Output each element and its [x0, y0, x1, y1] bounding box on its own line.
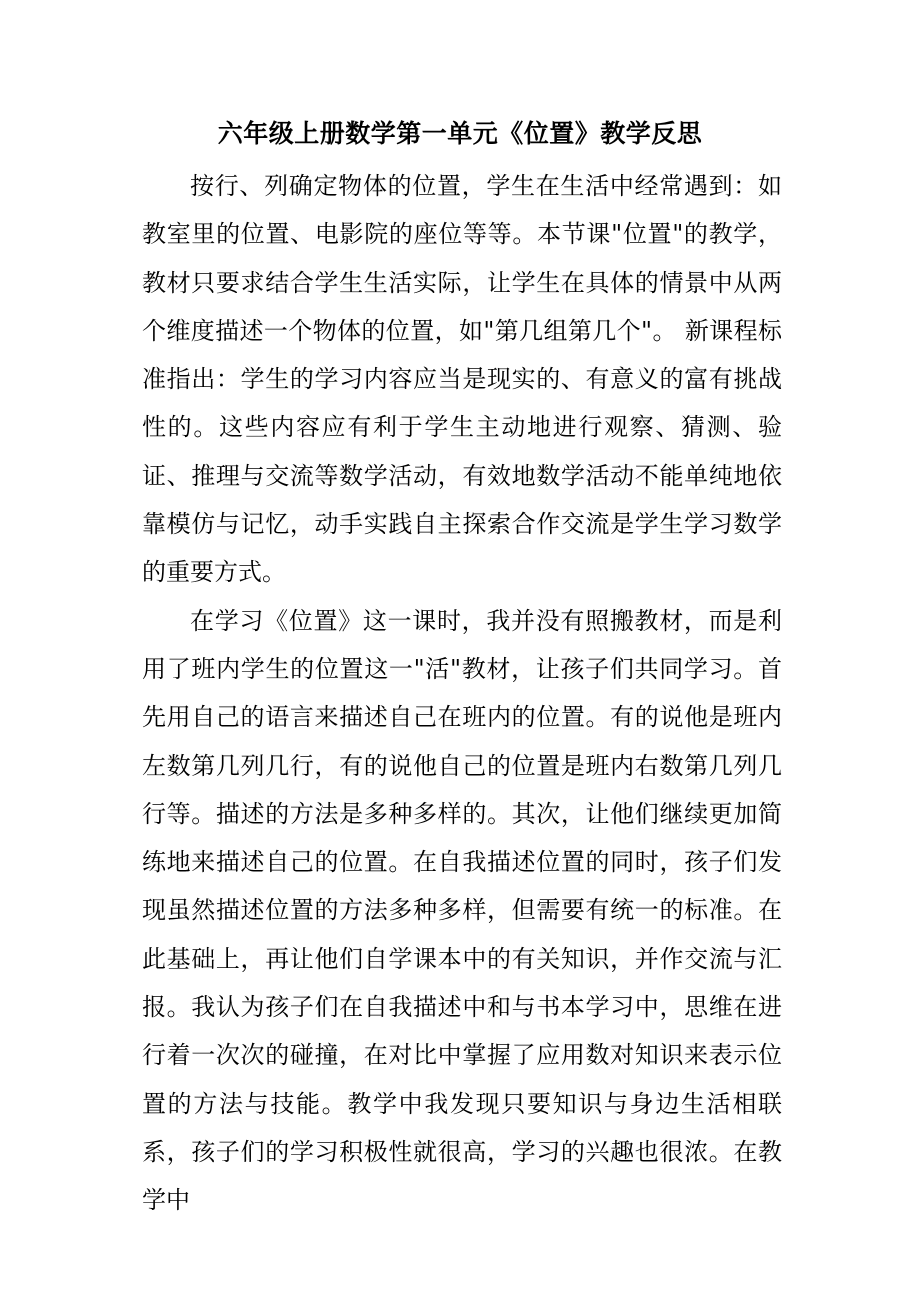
paragraph-1: 按行、列确定物体的位置，学生在生活中经常遇到：如教室里的位置、电影院的座位等等。本节课"位置"的教学，教材只要求结合学生生活实际，让学生在具体的情景中从两个维度描述一个物体的位置，如"第几组第几个"。 新课程标准指出：学生的学习内容应当是现实的、有意义的富有挑战性的。这些内容应有利于学生主动地进行观察、猜测、验证、推理与交流等数学活动，有效地数学活动不能单纯地依靠模仿与记忆，动手实践自主探索合作交流是学生学习数学的重要方式。 [142, 172, 782, 587]
paragraph-2: 在学习《位置》这一课时，我并没有照搬教材，而是利用了班内学生的位置这一"活"教材，让孩子们共同学习。首先用自己的语言来描述自己在班内的位置。有的说他是班内左数第几列几行，有的说他自己的位置是班内右数第几列几行等。描述的方法是多种多样的。其次，让他们继续更加简练地来描述自己的位置。在自我描述位置的同时，孩子们发现虽然描述位置的方法多种多样，但需要有统一的标准。在此基础上，再让他们自学课本中的有关知识，并作交流与汇报。我认为孩子们在自我描述中和与书本学习中，思维在进行着一次次的碰撞，在对比中掌握了应用数对知识来表示位置的方法与技能。教学中我发现只要知识与身边生活相联系，孩子们的学习积极性就很高，学习的兴趣也很浓。在教学中 [142, 606, 782, 1215]
document-title: 六年级上册数学第一单元《位置》教学反思 [217, 119, 703, 148]
document-body [142, 162, 782, 1225]
